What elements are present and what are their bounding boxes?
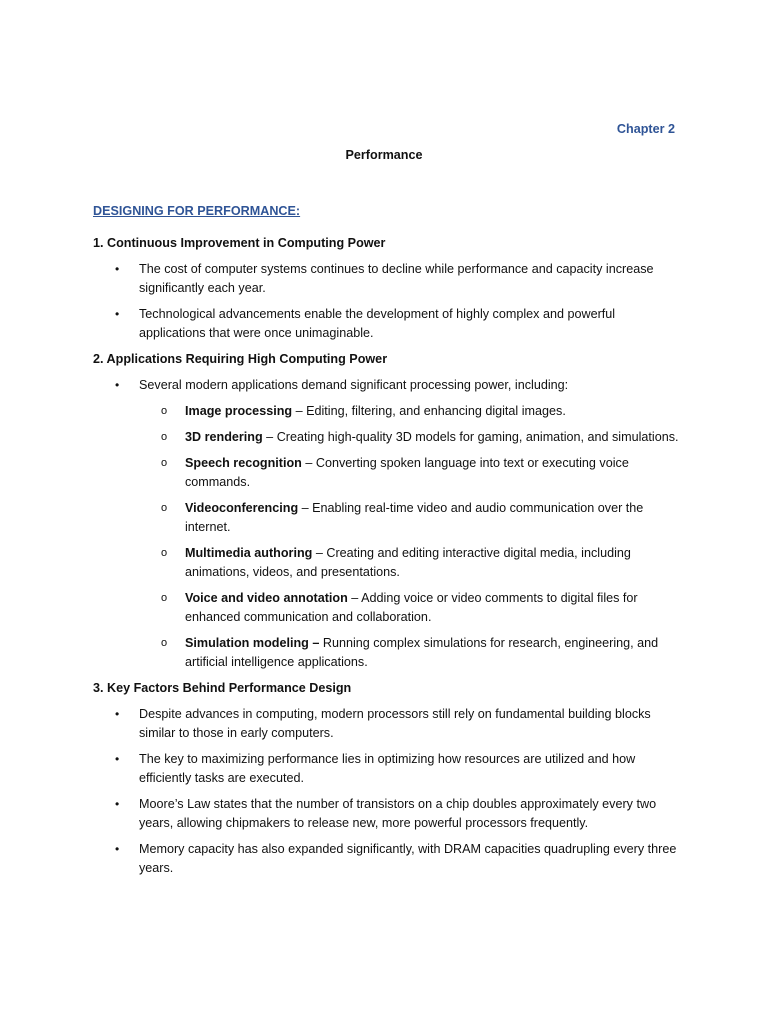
list-item-text: Memory capacity has also expanded significantly, with DRAM capacities quadrupling every three years. <box>139 842 677 875</box>
subsection-heading-1: 1. Continuous Improvement in Computing Power <box>93 236 386 250</box>
chapter-label: Chapter 2 <box>616 122 675 136</box>
application-list <box>139 402 683 672</box>
list-item-text: Technological advancements enable the development of highly complex and powerful applications that were once unimaginable. <box>139 307 616 340</box>
subsection-heading-2: 2. Applications Requiring High Computing Power <box>93 352 388 366</box>
bullet-icon: • <box>115 262 120 276</box>
list-item-text: Despite advances in computing, modern processors still rely on fundamental building blocks similar to those in early computers. <box>139 707 651 740</box>
bullet-list-3 <box>93 705 683 878</box>
section-heading: DESIGNING FOR PERFORMANCE: <box>93 204 301 218</box>
circle-bullet-icon: o <box>161 431 168 443</box>
item-description: – Converting spoken language into text or executing voice commands. <box>185 456 629 489</box>
sub-list-item <box>139 402 683 421</box>
item-term: Multimedia authoring <box>185 546 313 560</box>
item-term: Simulation modeling – <box>185 636 320 650</box>
document-body <box>93 202 683 885</box>
subsection-heading-3: 3. Key Factors Behind Performance Design <box>93 681 352 695</box>
list-item <box>93 305 683 343</box>
circle-bullet-icon: o <box>161 502 168 514</box>
circle-bullet-icon: o <box>161 637 168 649</box>
sub-list-item <box>139 428 683 447</box>
sub-list-item <box>139 499 683 537</box>
circle-bullet-icon: o <box>161 592 168 604</box>
list-item-text: The cost of computer systems continues to decline while performance and capacity increase significantly each year. <box>139 262 654 295</box>
list-item-text: The key to maximizing performance lies in optimizing how resources are utilized and how efficiently tasks are executed. <box>139 752 636 785</box>
item-term: Voice and video annotation <box>185 591 348 605</box>
sub-list-item <box>139 589 683 627</box>
item-term: Image processing <box>185 404 293 418</box>
item-term: Speech recognition <box>185 456 302 470</box>
bullet-icon: • <box>115 842 120 856</box>
item-description: – Editing, filtering, and enhancing digital images. <box>292 404 566 418</box>
sub-list-item <box>139 454 683 492</box>
list-item <box>93 750 683 788</box>
item-description: – Creating high-quality 3D models for gaming, animation, and simulations. <box>262 430 679 444</box>
bullet-icon: • <box>115 752 120 766</box>
sub-list-item <box>139 544 683 582</box>
list-item <box>93 840 683 878</box>
item-description: Running complex simulations for research, engineering, and artificial intelligence applications. <box>185 636 659 669</box>
circle-bullet-icon: o <box>161 547 168 559</box>
list-item <box>93 260 683 298</box>
list-item <box>93 376 683 672</box>
circle-bullet-icon: o <box>161 457 168 469</box>
bullet-icon: • <box>115 707 120 721</box>
sub-list-item <box>139 634 683 672</box>
item-description: – Creating and editing interactive digital media, including animations, videos, and presentations. <box>185 546 631 579</box>
item-description: – Adding voice or video comments to digital files for enhanced communication and collaboration. <box>185 591 638 624</box>
list-item-text: Several modern applications demand significant processing power, including: <box>139 378 569 392</box>
list-item-text: Moore’s Law states that the number of transistors on a chip doubles approximately every two years, allowing chipmakers to release new, more powerful processors frequently. <box>139 797 657 830</box>
bullet-list-1 <box>93 260 683 343</box>
list-item <box>93 795 683 833</box>
bullet-icon: • <box>115 307 120 321</box>
page-title: Performance <box>345 148 423 162</box>
item-description: – Enabling real-time video and audio communication over the internet. <box>185 501 644 534</box>
bullet-icon: • <box>115 797 120 811</box>
item-term: Videoconferencing <box>185 501 299 515</box>
list-item <box>93 705 683 743</box>
bullet-list-2 <box>93 376 683 672</box>
bullet-icon: • <box>115 378 120 392</box>
item-term: 3D rendering <box>185 430 263 444</box>
circle-bullet-icon: o <box>161 405 168 417</box>
